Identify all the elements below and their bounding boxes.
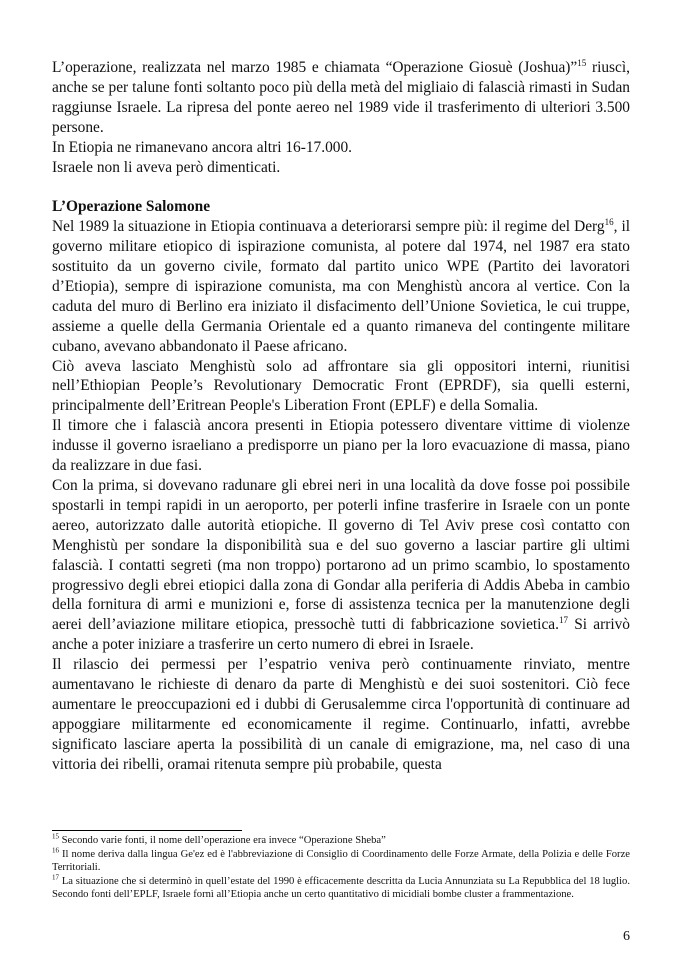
- section-paragraph-2: Ciò aveva lasciato Menghistù solo ad affrontare sia gli oppositori interni, riunitisi nell’Ethiopian People’s Revolutionary Democratic Front (EPRDF), sia quelli esterni, principalmente dell’Eritrean People's Liberation Front (EPLF) e della Somalia.: [52, 357, 630, 415]
- section-p4-text-a: Con la prima, si dovevano radunare gli ebrei neri in una località da dove fosse poi possibile spostarli in tempi rapidi in un aeroporto, per poterli infine trasferire in Israele con un ponte aereo, autorizzato dalle autorità etiopiche. Il governo di Tel Aviv prese così contatto con Menghistù per sondare la disponibilità sua e del suo governo a lasciar partire gli ultimi falascià. I contatti segreti (ma non troppo) portarono ad un primo scambio, lo spostamento progressivo degli ebrei etiopici dalla zona di Gondar alla periferia di Addis Abeba in cambio della fornitura di armi e munizioni e, forse di assistenza tecnica per la manutenzione degli aerei dell’aviazione militare etiopica, pressochè tutti di fabbricazione sovietica.: [52, 477, 630, 634]
- intro-p1-text-a: L’operazione, realizzata nel marzo 1985 e chiamata “Operazione Giosuè (Joshua)”: [52, 59, 578, 76]
- section-heading: L’Operazione Salomone: [52, 198, 211, 216]
- footnote-ref-15[interactable]: 15: [577, 57, 587, 68]
- footnote-number: 15: [52, 832, 59, 841]
- main-text: [52, 58, 630, 775]
- footnote-17: [52, 875, 630, 902]
- footnote-text: Secondo varie fonti, il nome dell’operazione era invece “Operazione Sheba”: [59, 835, 386, 846]
- section-p4-text-b: Si arrivò anche a poter iniziare a trasferire un certo numero di ebrei in Israele.: [52, 616, 631, 654]
- section-paragraph-5: Il rilascio dei permessi per l’espatrio veniva però continuamente rinviato, mentre aumentavano le richieste di denaro da parte di Menghistù e dei suoi sostenitori. Ciò fece aumentare le preoccupazioni ed i dubbi di Gerusalemme circa l'opportunità di continuare ad appoggiare militarmente ed economicamente il regime. Continuarlo, infatti, avrebbe significato lasciare aperta la possibilità di un canale di emigrazione, ma, nel caso di una vittoria dei ribelli, oramai ritenuta sempre più probabile, questa: [52, 656, 630, 773]
- intro-paragraph-2: In Etiopia ne rimanevano ancora altri 16-17.000.: [52, 138, 353, 156]
- footnote-number: 17: [52, 873, 59, 882]
- footnote-text: Il nome deriva dalla lingua Ge'ez ed è l'abbreviazione di Consiglio di Coordinamento delle Forze Armate, della Polizia e delle Forze Territoriali.: [52, 848, 630, 874]
- footnotes: [52, 830, 630, 902]
- section-p1-text-a: Nel 1989 la situazione in Etiopia continuava a deteriorarsi sempre più: il regime del Derg: [52, 218, 605, 236]
- footnote-ref-16[interactable]: 16: [604, 217, 614, 228]
- section-paragraph-4: [52, 476, 630, 655]
- section-paragraph-3: Il timore che i falascià ancora presenti in Etiopia potessero diventare vittime di violenze indusse il governo israeliano a predisporre un piano per la loro evacuazione di massa, piano da realizzare in due fasi.: [52, 417, 630, 475]
- section-paragraph-1: [52, 217, 630, 356]
- document-page: [52, 58, 630, 775]
- intro-p1-text-b: riuscì, anche se per talune fonti soltanto poco più della metà del migliaio di falascià rimasti in Sudan raggiunse Israele. La ripresa del ponte aereo nel 1989 vide il trasferimento di ulteriori 3.500 persone.: [52, 59, 630, 136]
- intro-paragraph-3: Israele non li aveva però dimenticati.: [52, 158, 281, 176]
- paragraph-gap: [52, 177, 630, 197]
- footnote-separator: [52, 830, 242, 831]
- footnote-ref-17[interactable]: 17: [558, 615, 568, 626]
- footnote-text: La situazione che si determinò in quell’estate del 1990 è efficacemente descritta da Lucia Annunziata su La Repubblica del 18 luglio. Secondo fonti dell’EPLF, Israele fornì all’Etiopia anche un certo quantitativo di micidiali bombe cluster a frammentazione.: [52, 875, 630, 901]
- footnote-number: 16: [52, 846, 59, 855]
- intro-paragraph-1: [52, 58, 630, 138]
- section-p1-text-b: , il governo militare etiopico di ispirazione comunista, al potere dal 1974, nel 1987 era stato sostituito da un governo civile, formato dal partito unico WPE (Partito dei lavoratori d’Etiopia), sempre di ispirazione comunista, ma con Menghistù ancora al vertice. Con la caduta del muro di Berlino era iniziato il disfacimento dell’Unione Sovietica, le cui truppe, assieme a quelle della Germania Orientale ed a quanto rimaneva del contingente militare cubano, avevano abbandonato il Paese africano.: [52, 218, 630, 355]
- footnote-15: [52, 834, 630, 848]
- page-number: 6: [623, 929, 630, 944]
- footnote-16: [52, 848, 630, 875]
